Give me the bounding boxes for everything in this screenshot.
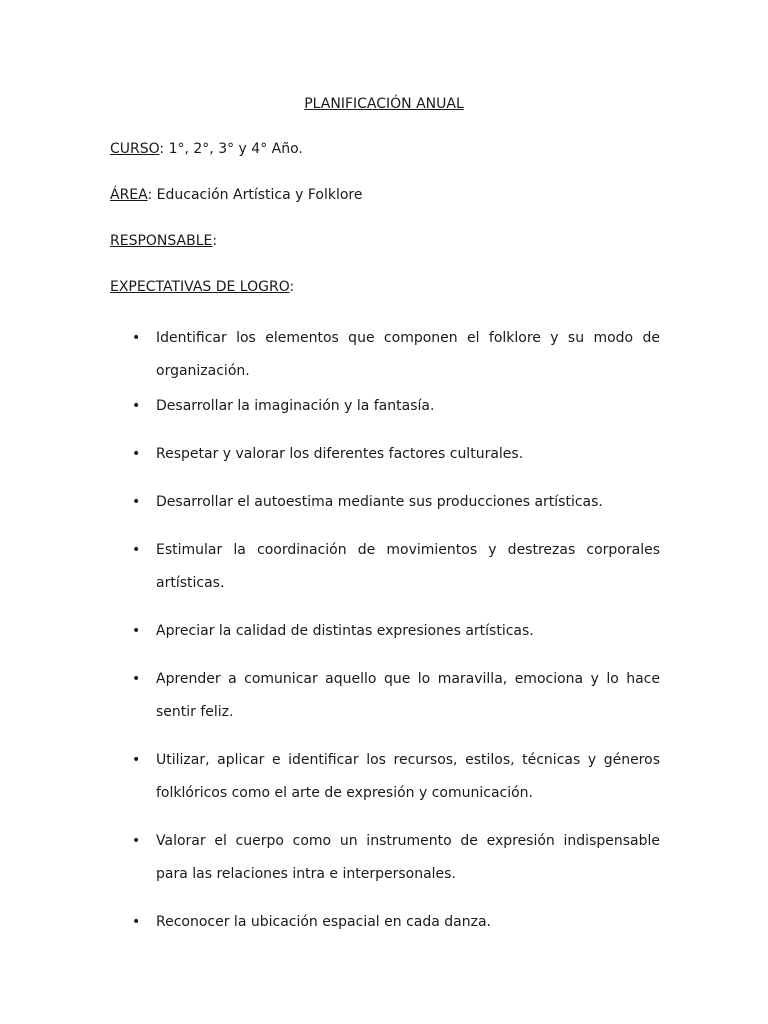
list-item-text: Desarrollar la imaginación y la fantasía.	[156, 398, 435, 414]
responsable-line	[110, 231, 217, 251]
bullet-icon: •	[132, 330, 141, 346]
responsable-value: :	[212, 233, 218, 249]
list-item	[110, 906, 660, 939]
bullet-icon: •	[132, 671, 141, 687]
expectativas-label: EXPECTATIVAS DE LOGRO	[110, 279, 290, 295]
list-item	[110, 534, 660, 600]
list-item-text: Identificar los elementos que componen el folklore y su modo de organización.	[156, 330, 660, 379]
list-item-text: Respetar y valorar los diferentes factores culturales.	[156, 446, 524, 462]
responsable-label: RESPONSABLE	[110, 233, 213, 249]
list-item	[110, 390, 660, 423]
bullet-icon: •	[132, 914, 141, 930]
list-item	[110, 322, 660, 388]
area-value: : Educación Artística y Folklore	[147, 187, 363, 203]
page-title: PLANIFICACIÓN ANUAL	[304, 96, 464, 112]
list-item-text: Estimular la coordinación de movimientos y destrezas corporales artísticas.	[156, 542, 660, 591]
list-item-text: Utilizar, aplicar e identificar los recursos, estilos, técnicas y géneros folklóricos como el arte de expresión y comunicación.	[156, 752, 660, 801]
bullet-icon: •	[132, 494, 141, 510]
list-item-text: Apreciar la calidad de distintas expresiones artísticas.	[156, 623, 534, 639]
list-item-text: Aprender a comunicar aquello que lo maravilla, emociona y lo hace sentir feliz.	[156, 671, 660, 720]
list-item	[110, 663, 660, 729]
list-item-text: Valorar el cuerpo como un instrumento de expresión indispensable para las relaciones intra e interpersonales.	[156, 833, 660, 882]
bullet-icon: •	[132, 542, 141, 558]
curso-label: CURSO	[110, 141, 160, 157]
list-item-text: Desarrollar el autoestima mediante sus producciones artísticas.	[156, 494, 603, 510]
curso-value: : 1°, 2°, 3° y 4° Año.	[159, 141, 303, 157]
list-item	[110, 438, 660, 471]
bullet-icon: •	[132, 752, 141, 768]
goals-list	[110, 322, 660, 954]
bullet-icon: •	[132, 623, 141, 639]
bullet-icon: •	[132, 398, 141, 414]
expectativas-value: :	[289, 279, 295, 295]
list-item	[110, 825, 660, 891]
bullet-icon: •	[132, 446, 141, 462]
area-label: ÁREA	[110, 187, 148, 203]
expectativas-line	[110, 277, 294, 297]
list-item	[110, 744, 660, 810]
area-line	[110, 185, 363, 205]
list-item-text: Reconocer la ubicación espacial en cada danza.	[156, 914, 491, 930]
list-item	[110, 615, 660, 648]
bullet-icon: •	[132, 833, 141, 849]
curso-line	[110, 139, 303, 159]
list-item	[110, 486, 660, 519]
